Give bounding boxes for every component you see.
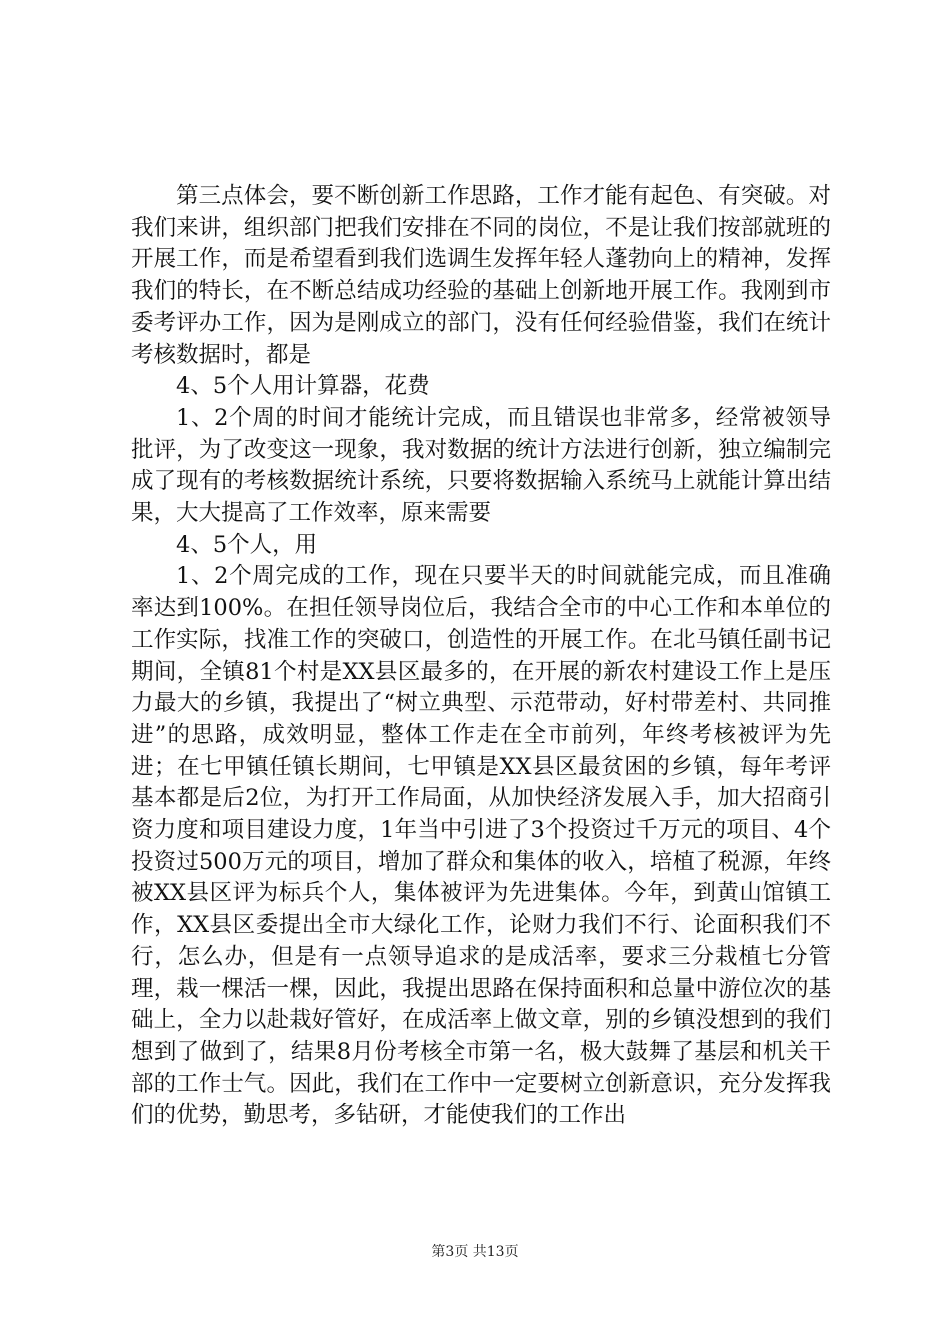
paragraph: 第三点体会，要不断创新工作思路，工作才能有起色、有突破。对我们来讲，组织部门把我们安排在不同的岗位，不是让我们按部就班的开展工作，而是希望看到我们选调生发挥年轻人蓬勃向上的精神，发挥我们的特长，在不断总结成功经验的基础上创新地开展工作。我刚到市委考评办工作，因为是刚成立的部门，没有任何经验借鉴，我们在统计考核数据时，都是 bbox=[131, 183, 831, 368]
paragraph: 4、5个人用计算器，花费 bbox=[176, 373, 430, 400]
page-number-footer: 第3页 共13页 bbox=[431, 1244, 519, 1260]
document-body bbox=[131, 181, 831, 1132]
paragraph: 1、2个周的时间才能统计完成，而且错误也非常多，经常被领导批评，为了改变这一现象，我对数据的统计方法进行创新，独立编制完成了现有的考核数据统计系统，只要将数据输入系统马上就能计算出结果，大大提高了工作效率，原来需要 bbox=[131, 404, 831, 527]
paragraph: 4、5个人，用 bbox=[176, 531, 318, 558]
paragraph: 1、2个周完成的工作，现在只要半天的时间就能完成，而且准确率达到100%。在担任领导岗位后，我结合全市的中心工作和本单位的工作实际，找准工作的突破口，创造性的开展工作。在北马镇任副书记期间，全镇81个村是XX县区最多的，在开展的新农村建设工作上是压力最大的乡镇，我提出了“树立典型、示范带动，好村带差村、共同推进”的思路，成效明显，整体工作走在全市前列，年终考核被评为先进；在七甲镇任镇长期间，七甲镇是XX县区最贫困的乡镇，每年考评基本都是后2位，为打开工作局面，从加快经济发展入手，加大招商引资力度和项目建设力度，1年当中引进了3个投资过千万元的项目、4个投资过500万元的项目，增加了群众和集体的收入，培植了税源，年终被XX县区评为标兵个人，集体被评为先进集体。今年，到黄山馆镇工作，XX县区委提出全市大绿化工作，论财力我们不行、论面积我们不行，怎么办，但是有一点领导追求的是成活率，要求三分栽植七分管理，栽一棵活一棵，因此，我提出思路在保持面积和总量中游位次的基础上，全力以赴栽好管好，在成活率上做文章，别的乡镇没想到的我们想到了做到了，结果8月份考核全市第一名，极大鼓舞了基层和机关干部的工作士气。因此，我们在工作中一定要树立创新意识，充分发挥我们的优势，勤思考，多钻研，才能使我们的工作出 bbox=[131, 563, 831, 1129]
